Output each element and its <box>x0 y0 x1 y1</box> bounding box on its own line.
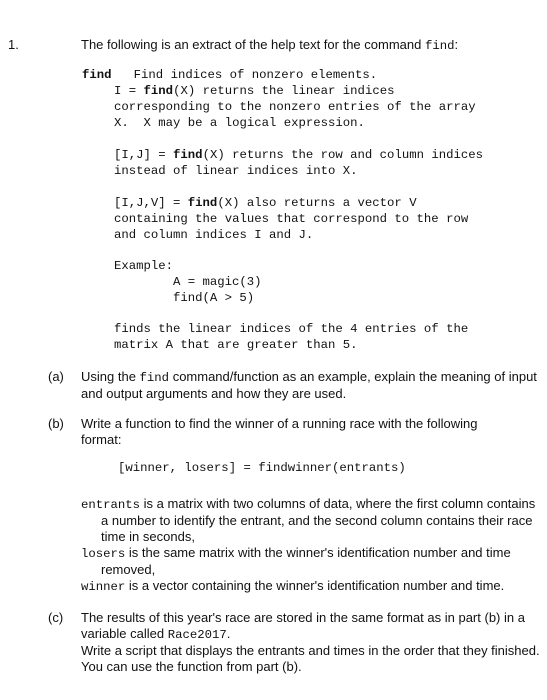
part-c-text1-body: The results of this year's race are stored in the same format as in part (b) in a variable called <box>81 610 525 641</box>
part-b-def-losers-term: losers <box>81 547 126 561</box>
part-b-def-winner-term: winner <box>81 580 126 594</box>
part-b-signature: [winner, losers] = findwinner(entrants) <box>118 461 406 475</box>
part-a-text-after: command/function as an example, explain the meaning of input and output arguments and how they are used. <box>81 369 537 401</box>
help-p3-line3: and column indices I and J. <box>114 228 314 242</box>
help-p1-func: find <box>143 84 174 98</box>
help-p2-line1 <box>114 148 483 164</box>
help-p2-line2: instead of linear indices into X. <box>114 164 358 178</box>
part-c-text2: Write a script that displays the entrants and times in the order that they finished. You can use the function from part (b). <box>81 643 540 674</box>
part-c-text1-end: . <box>226 626 231 641</box>
part-b-def-entrants <box>81 496 541 545</box>
help-p1-text: returns the linear indices <box>202 84 395 98</box>
help-p3-rest: (X) also returns a vector V <box>217 196 417 210</box>
help-example-line2: find(A > 5) <box>173 291 255 305</box>
intro-command: find <box>424 39 455 53</box>
help-p3-prefix: [I,J,V] = <box>114 196 188 210</box>
help-summary-line <box>82 68 377 84</box>
help-summary: Find indices of nonzero elements. <box>133 68 378 82</box>
part-c-code: Race2017 <box>167 628 227 642</box>
help-p1-prefix: I = <box>114 84 144 98</box>
part-b-def-winner <box>81 578 547 595</box>
part-c-label: (c) <box>48 610 64 625</box>
part-c-text1 <box>81 610 543 643</box>
part-b-intro: Write a function to find the winner of a running race with the following format: <box>81 416 478 447</box>
help-p1-line2: corresponding to the nonzero entries of the array <box>114 100 476 114</box>
help-p2-func: find <box>173 148 203 162</box>
part-a-code: find <box>139 371 170 385</box>
help-example-line1: A = magic(3) <box>173 275 262 289</box>
help-closing-line1: finds the linear indices of the 4 entries of the <box>114 322 469 336</box>
part-b-def-winner-text: is a vector containing the winner's identification number and time. <box>125 578 505 593</box>
part-a-text <box>81 369 543 402</box>
help-p2-rest: (X) returns the row and column indices <box>202 148 483 162</box>
question-number: 1. <box>8 37 19 52</box>
help-p3-line1 <box>114 196 417 212</box>
help-keyword: find <box>82 68 112 82</box>
part-b-def-losers-text: is the same matrix with the winner's identification number and time removed, <box>101 545 511 577</box>
intro-text-body: The following is an extract of the help text for the command <box>81 37 425 52</box>
intro-text <box>81 37 541 54</box>
help-p1-args: (X) <box>173 84 203 98</box>
part-b-def-losers <box>81 545 541 578</box>
part-b-def-entrants-text: is a matrix with two columns of data, where the first column contains a number to identify the entrant, and the second column contains their race time in seconds, <box>101 496 536 544</box>
part-b-label: (b) <box>48 416 64 431</box>
help-p3-func: find <box>187 196 218 210</box>
help-p1-line1 <box>114 84 394 100</box>
part-b-def-entrants-term: entrants <box>81 498 141 512</box>
help-p1-line3: X. X may be a logical expression. <box>114 116 365 130</box>
part-a-label: (a) <box>48 369 64 384</box>
help-example-label: Example: <box>114 259 174 273</box>
help-p2-prefix: [I,J] = <box>114 148 174 162</box>
help-p3-line2: containing the values that correspond to the row <box>114 212 469 226</box>
intro-colon: : <box>454 37 459 52</box>
part-a-text-before: Using the <box>81 369 140 384</box>
help-closing-line2: matrix A that are greater than 5. <box>114 338 358 352</box>
